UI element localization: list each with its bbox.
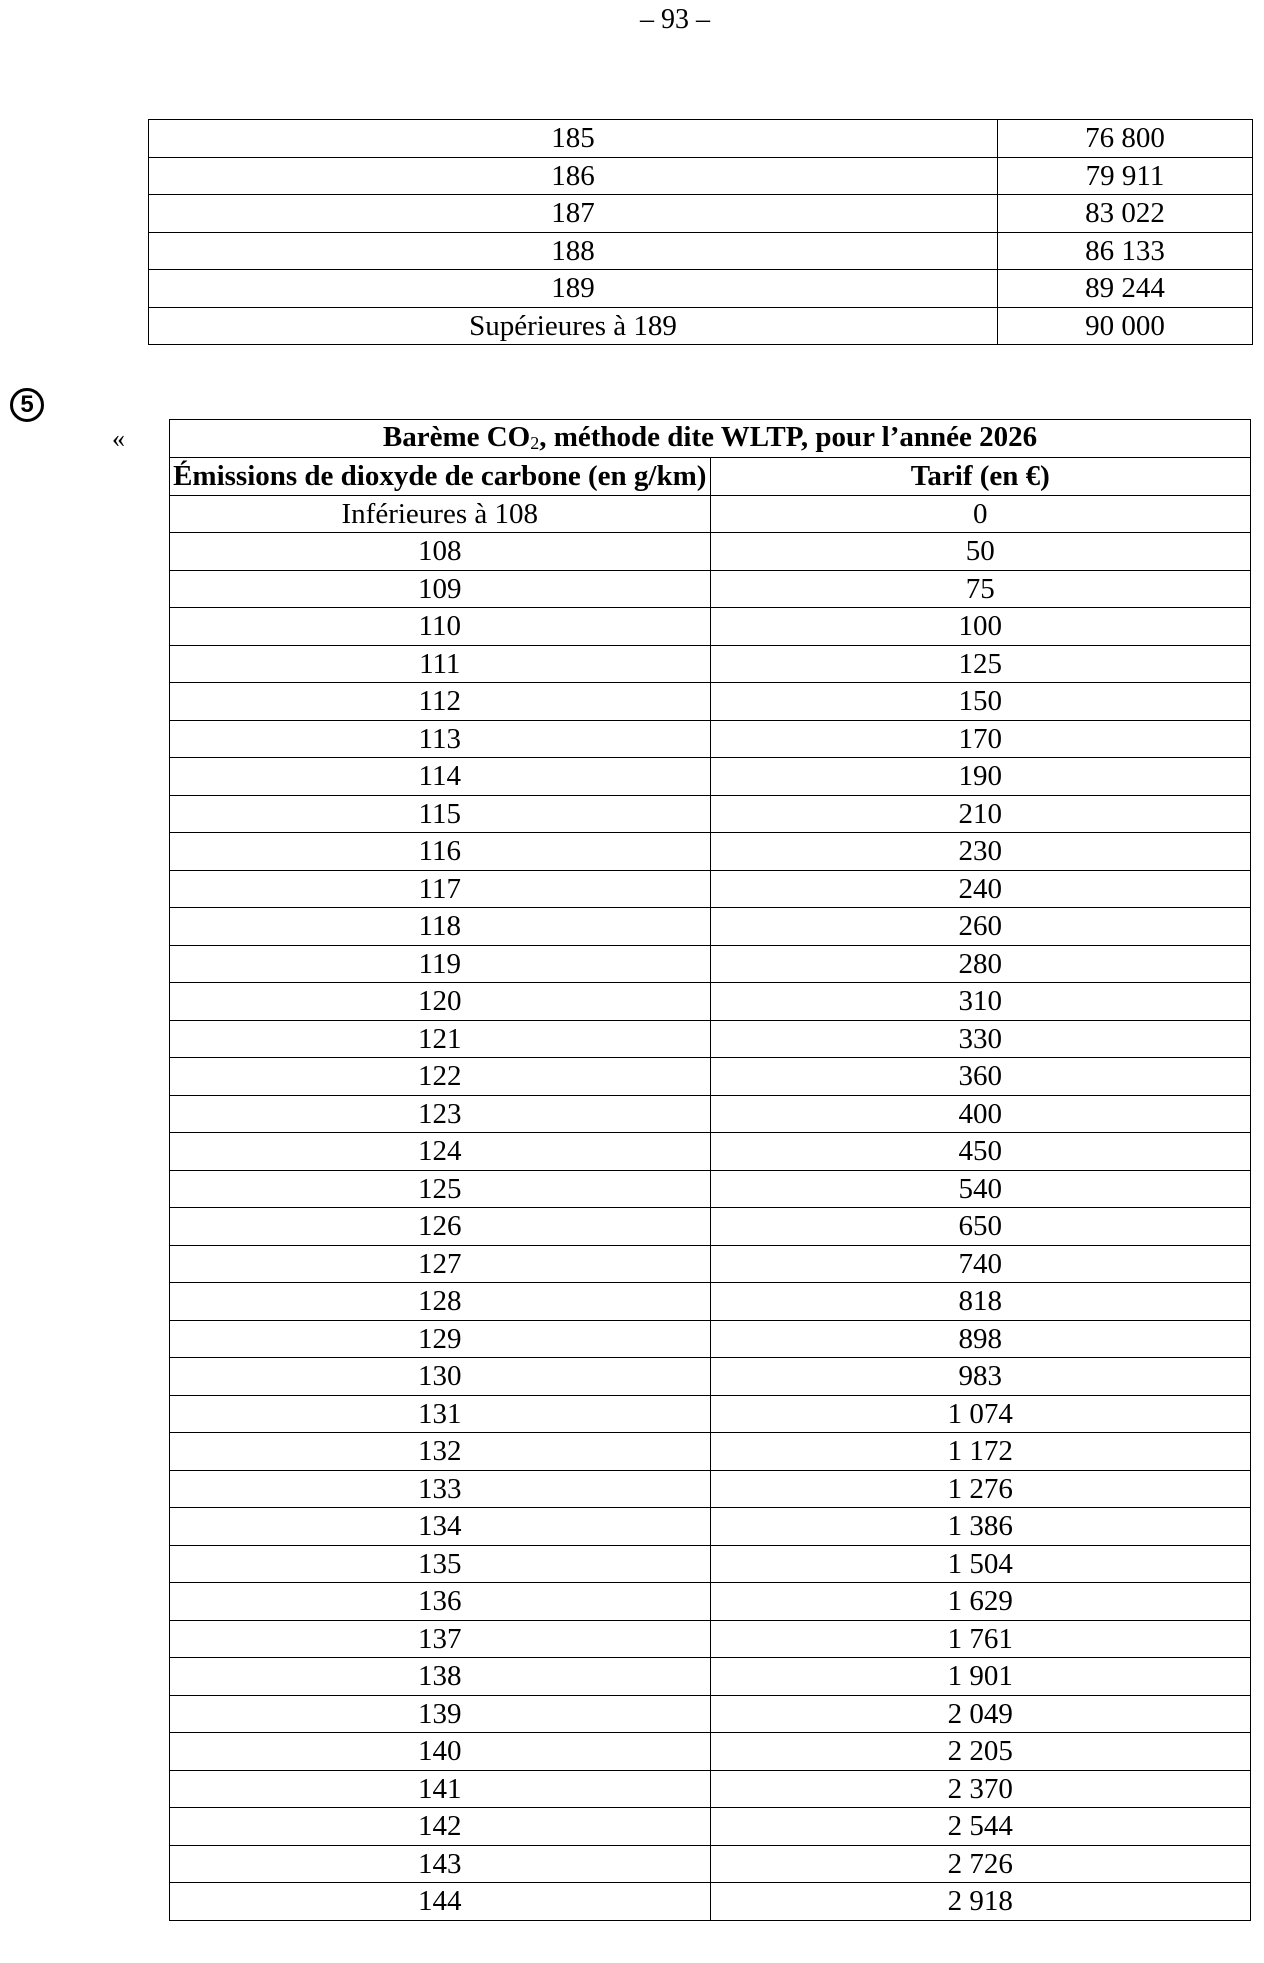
tarif-cell: 1 276 bbox=[710, 1470, 1251, 1508]
tarif-cell: 2 918 bbox=[710, 1883, 1251, 1921]
tarif-cell: 2 726 bbox=[710, 1845, 1251, 1883]
emission-cell: 132 bbox=[170, 1433, 711, 1471]
emission-cell: 127 bbox=[170, 1245, 711, 1283]
tarif-cell: 125 bbox=[710, 645, 1251, 683]
table-row bbox=[170, 1245, 1251, 1283]
table-row bbox=[170, 533, 1251, 571]
tarif-cell: 1 386 bbox=[710, 1508, 1251, 1546]
tarif-cell: 150 bbox=[710, 683, 1251, 721]
column-header-emissions: Émissions de dioxyde de carbone (en g/km) bbox=[170, 458, 711, 496]
emission-cell: 109 bbox=[170, 570, 711, 608]
table-row bbox=[149, 120, 1253, 158]
opening-quote: « bbox=[112, 424, 125, 453]
emission-cell: 188 bbox=[149, 232, 998, 270]
emission-cell: 144 bbox=[170, 1883, 711, 1921]
tarif-cell: 2 049 bbox=[710, 1695, 1251, 1733]
emission-cell: 126 bbox=[170, 1208, 711, 1246]
table-row bbox=[170, 495, 1251, 533]
table-row bbox=[170, 1358, 1251, 1396]
emission-cell: 115 bbox=[170, 795, 711, 833]
emission-cell: 129 bbox=[170, 1320, 711, 1358]
tarif-cell: 2 544 bbox=[710, 1808, 1251, 1846]
tarif-cell: 1 761 bbox=[710, 1620, 1251, 1658]
table-row bbox=[170, 1583, 1251, 1621]
emission-cell: Supérieures à 189 bbox=[149, 307, 998, 345]
tarif-cell: 898 bbox=[710, 1320, 1251, 1358]
emission-cell: 135 bbox=[170, 1545, 711, 1583]
tarif-cell: 2 205 bbox=[710, 1733, 1251, 1771]
tarif-cell: 400 bbox=[710, 1095, 1251, 1133]
emission-cell: 122 bbox=[170, 1058, 711, 1096]
table-row bbox=[170, 983, 1251, 1021]
emission-cell: 133 bbox=[170, 1470, 711, 1508]
emission-cell: 187 bbox=[149, 195, 998, 233]
table-row bbox=[170, 570, 1251, 608]
emission-cell: 189 bbox=[149, 270, 998, 308]
tarif-cell: 330 bbox=[710, 1020, 1251, 1058]
table-row bbox=[170, 833, 1251, 871]
table-row bbox=[170, 1395, 1251, 1433]
paragraph-marker: 5 bbox=[10, 388, 44, 422]
emission-cell: 120 bbox=[170, 983, 711, 1021]
emission-cell: 141 bbox=[170, 1770, 711, 1808]
co2-table-title-prefix: Barème CO bbox=[382, 421, 531, 453]
table-row bbox=[170, 1470, 1251, 1508]
tarif-cell: 450 bbox=[710, 1133, 1251, 1171]
co2-table-title bbox=[170, 420, 1251, 458]
table-row bbox=[170, 870, 1251, 908]
tarif-cell: 90 000 bbox=[998, 307, 1253, 345]
table-row bbox=[170, 908, 1251, 946]
emission-cell: 119 bbox=[170, 945, 711, 983]
table-row bbox=[170, 1170, 1251, 1208]
tarif-cell: 1 504 bbox=[710, 1545, 1251, 1583]
emission-cell: 111 bbox=[170, 645, 711, 683]
emission-cell: 139 bbox=[170, 1695, 711, 1733]
table-row bbox=[149, 195, 1253, 233]
column-header-tarif: Tarif (en €) bbox=[710, 458, 1251, 496]
emission-cell: 140 bbox=[170, 1733, 711, 1771]
table-row bbox=[170, 1208, 1251, 1246]
table-row bbox=[170, 1095, 1251, 1133]
emission-cell: 185 bbox=[149, 120, 998, 158]
tarif-cell: 76 800 bbox=[998, 120, 1253, 158]
tarif-cell: 0 bbox=[710, 495, 1251, 533]
emission-cell: 137 bbox=[170, 1620, 711, 1658]
emission-cell: Inférieures à 108 bbox=[170, 495, 711, 533]
table-row bbox=[170, 1283, 1251, 1321]
table-row bbox=[170, 720, 1251, 758]
tarif-cell: 230 bbox=[710, 833, 1251, 871]
emission-cell: 136 bbox=[170, 1583, 711, 1621]
co2-table-title-row bbox=[170, 420, 1251, 458]
emission-cell: 143 bbox=[170, 1845, 711, 1883]
previous-tariff-table bbox=[148, 119, 1253, 345]
table-row bbox=[170, 1320, 1251, 1358]
emission-cell: 186 bbox=[149, 157, 998, 195]
table-row bbox=[170, 1883, 1251, 1921]
emission-cell: 108 bbox=[170, 533, 711, 571]
table-row bbox=[170, 1133, 1251, 1171]
tarif-cell: 260 bbox=[710, 908, 1251, 946]
co2-table-title-suffix: , méthode dite WLTP, pour l’année 2026 bbox=[539, 421, 1038, 453]
emission-cell: 114 bbox=[170, 758, 711, 796]
tarif-cell: 83 022 bbox=[998, 195, 1253, 233]
table-row bbox=[170, 1770, 1251, 1808]
emission-cell: 131 bbox=[170, 1395, 711, 1433]
co2-table-head bbox=[170, 420, 1251, 496]
table-row bbox=[170, 795, 1251, 833]
tarif-cell: 1 629 bbox=[710, 1583, 1251, 1621]
emission-cell: 112 bbox=[170, 683, 711, 721]
table-row bbox=[170, 1808, 1251, 1846]
table-row bbox=[170, 945, 1251, 983]
emission-cell: 110 bbox=[170, 608, 711, 646]
table-row bbox=[149, 232, 1253, 270]
tarif-cell: 190 bbox=[710, 758, 1251, 796]
emission-cell: 134 bbox=[170, 1508, 711, 1546]
table-row bbox=[170, 758, 1251, 796]
tarif-cell: 650 bbox=[710, 1208, 1251, 1246]
tarif-cell: 79 911 bbox=[998, 157, 1253, 195]
tarif-cell: 86 133 bbox=[998, 232, 1253, 270]
table-row bbox=[170, 1658, 1251, 1696]
tarif-cell: 1 901 bbox=[710, 1658, 1251, 1696]
tarif-cell: 740 bbox=[710, 1245, 1251, 1283]
tarif-cell: 310 bbox=[710, 983, 1251, 1021]
tarif-cell: 170 bbox=[710, 720, 1251, 758]
table-row bbox=[170, 1433, 1251, 1471]
tarif-cell: 280 bbox=[710, 945, 1251, 983]
tarif-cell: 2 370 bbox=[710, 1770, 1251, 1808]
tarif-cell: 50 bbox=[710, 533, 1251, 571]
emission-cell: 124 bbox=[170, 1133, 711, 1171]
emission-cell: 113 bbox=[170, 720, 711, 758]
co2-table-body bbox=[170, 495, 1251, 1920]
table-row bbox=[170, 1508, 1251, 1546]
emission-cell: 118 bbox=[170, 908, 711, 946]
table-row bbox=[170, 1695, 1251, 1733]
table-row bbox=[170, 1733, 1251, 1771]
tarif-cell: 983 bbox=[710, 1358, 1251, 1396]
emission-cell: 123 bbox=[170, 1095, 711, 1133]
table-row bbox=[170, 683, 1251, 721]
emission-cell: 116 bbox=[170, 833, 711, 871]
co2-table-title-subscript: 2 bbox=[530, 433, 540, 453]
table-row bbox=[170, 1620, 1251, 1658]
table-row bbox=[170, 1020, 1251, 1058]
tarif-cell: 75 bbox=[710, 570, 1251, 608]
table-row bbox=[170, 645, 1251, 683]
emission-cell: 128 bbox=[170, 1283, 711, 1321]
table-row bbox=[149, 270, 1253, 308]
emission-cell: 121 bbox=[170, 1020, 711, 1058]
table-row bbox=[149, 157, 1253, 195]
tarif-cell: 240 bbox=[710, 870, 1251, 908]
table-row bbox=[170, 608, 1251, 646]
emission-cell: 125 bbox=[170, 1170, 711, 1208]
tarif-cell: 818 bbox=[710, 1283, 1251, 1321]
tarif-cell: 1 172 bbox=[710, 1433, 1251, 1471]
table-row bbox=[170, 1845, 1251, 1883]
emission-cell: 142 bbox=[170, 1808, 711, 1846]
emission-cell: 138 bbox=[170, 1658, 711, 1696]
table-row bbox=[170, 1058, 1251, 1096]
emission-cell: 117 bbox=[170, 870, 711, 908]
co2-table-column-header-row bbox=[170, 458, 1251, 496]
table-row bbox=[170, 1545, 1251, 1583]
previous-tariff-table-body bbox=[149, 120, 1253, 345]
page-number: – 93 – bbox=[640, 4, 710, 35]
tarif-cell: 360 bbox=[710, 1058, 1251, 1096]
table-row bbox=[149, 307, 1253, 345]
tarif-cell: 540 bbox=[710, 1170, 1251, 1208]
emission-cell: 130 bbox=[170, 1358, 711, 1396]
tarif-cell: 1 074 bbox=[710, 1395, 1251, 1433]
tarif-cell: 89 244 bbox=[998, 270, 1253, 308]
co2-wltp-2026-table bbox=[169, 419, 1251, 1921]
tarif-cell: 210 bbox=[710, 795, 1251, 833]
tarif-cell: 100 bbox=[710, 608, 1251, 646]
